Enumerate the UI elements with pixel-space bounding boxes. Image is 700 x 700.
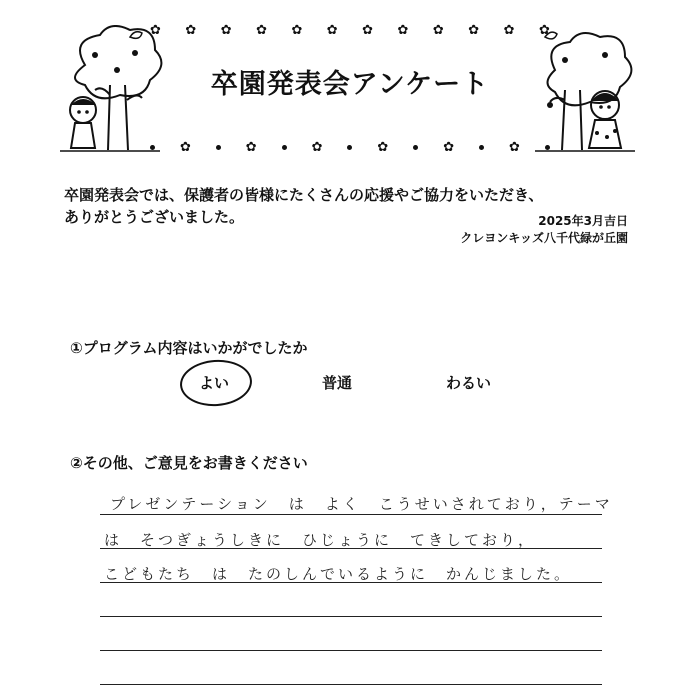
flower-icon: ✿: [503, 22, 515, 38]
dot-icon: [413, 145, 418, 150]
page-title: 卒園発表会アンケート: [210, 69, 490, 100]
flower-icon: ✿: [311, 139, 323, 155]
top-border: [150, 20, 550, 40]
flower-icon: ✿: [538, 22, 550, 38]
dot-icon: [282, 145, 287, 150]
intro-line-2: ありがとうございました。: [64, 208, 245, 226]
flower-icon: ✿: [443, 139, 455, 155]
flower-icon: ✿: [150, 22, 161, 38]
date-text: 2025年3月吉日: [538, 214, 628, 228]
bottom-border: [150, 137, 550, 157]
flower-icon: ✿: [256, 22, 267, 38]
tree-girl-icon: [535, 22, 645, 155]
flower-icon: ✿: [397, 22, 409, 38]
flower-icon: ✿: [245, 139, 257, 155]
question-2-label: ②その他、ご意見をお書きください: [70, 454, 308, 472]
flower-icon: ✿: [326, 22, 338, 38]
flower-icon: ✿: [291, 22, 303, 38]
flower-icon: ✿: [185, 22, 197, 38]
answer-text-line-1[interactable]: プレゼンテーション は よく こうせいされており，テーマ: [110, 495, 613, 513]
answer-line: [100, 514, 602, 515]
flower-icon: ✿: [509, 139, 520, 155]
answer-line: [100, 684, 602, 685]
flower-icon: ✿: [468, 22, 480, 38]
flower-icon: ✿: [220, 22, 232, 38]
tree-boy-icon: [55, 22, 165, 155]
dot-icon: [216, 145, 221, 150]
option-normal[interactable]: 普通: [322, 374, 353, 392]
answer-text-line-2[interactable]: は そつぎょうしきに ひじょうに てきしており，: [104, 531, 537, 549]
question-1-label: ①プログラム内容はいかがでしたか: [70, 339, 308, 357]
organization-name: クレヨンキッズ八千代緑が丘園: [460, 231, 628, 245]
flower-icon: ✿: [362, 22, 374, 38]
answer-line: [100, 650, 602, 651]
flower-icon: ✿: [432, 22, 444, 38]
answer-text-line-3[interactable]: こどもたち は たのしんでいるように かんじました。: [104, 565, 573, 583]
option-good[interactable]: よい: [199, 374, 230, 392]
intro-line-1: 卒園発表会では、保護者の皆様にたくさんの応援やご協力をいただき、: [64, 186, 544, 204]
option-bad[interactable]: わるい: [446, 374, 492, 392]
answer-line: [100, 616, 602, 617]
flower-icon: ✿: [377, 139, 389, 155]
flower-icon: ✿: [179, 139, 191, 155]
dot-icon: [347, 145, 352, 150]
dot-icon: [479, 145, 484, 150]
